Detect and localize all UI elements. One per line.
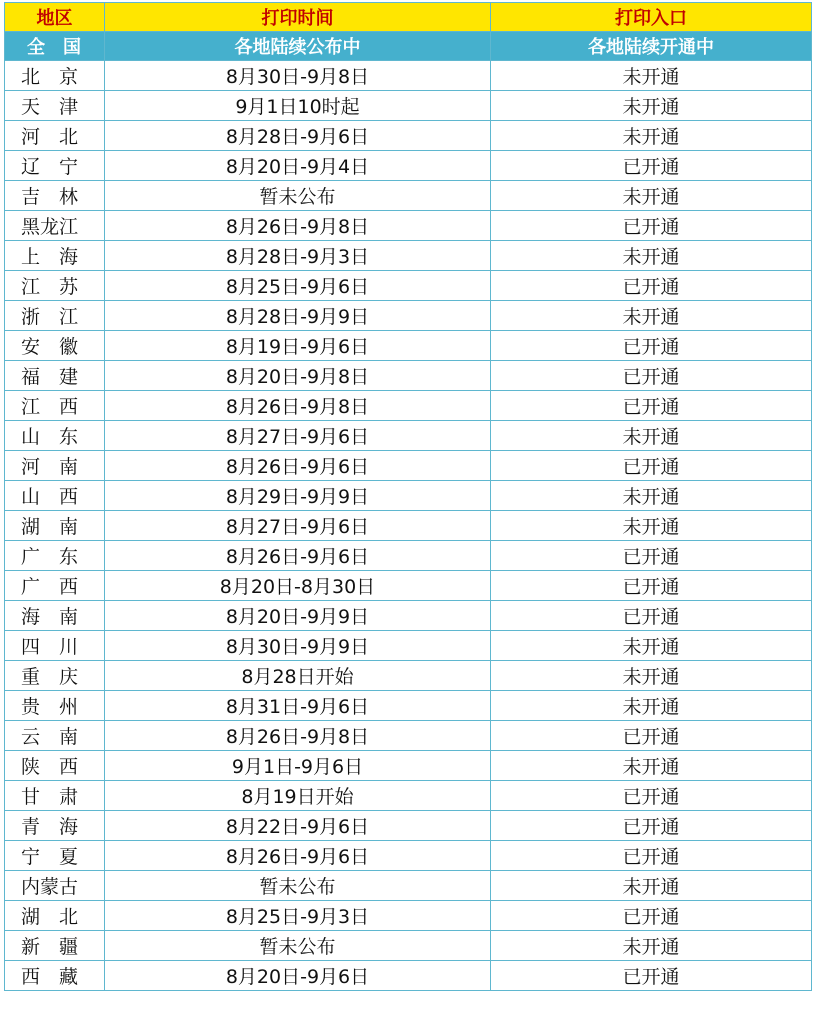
print-entry-status-cell: 已开通 bbox=[491, 721, 812, 751]
region-cell: 山 东 bbox=[5, 421, 105, 451]
region-cell: 福 建 bbox=[5, 361, 105, 391]
print-time-cell: 8月19日开始 bbox=[105, 781, 491, 811]
print-entry-status-cell: 未开通 bbox=[491, 481, 812, 511]
print-schedule-table bbox=[4, 2, 812, 991]
table-row bbox=[5, 961, 812, 991]
print-time-cell: 暂未公布 bbox=[105, 931, 491, 961]
print-entry-status-cell: 已开通 bbox=[491, 961, 812, 991]
table-row bbox=[5, 481, 812, 511]
table-row bbox=[5, 811, 812, 841]
print-entry-status-cell: 未开通 bbox=[491, 181, 812, 211]
table-row bbox=[5, 361, 812, 391]
table-row bbox=[5, 601, 812, 631]
print-entry-status-cell: 未开通 bbox=[491, 691, 812, 721]
table-row bbox=[5, 421, 812, 451]
table-row bbox=[5, 631, 812, 661]
region-cell: 海 南 bbox=[5, 601, 105, 631]
print-entry-status-cell: 已开通 bbox=[491, 391, 812, 421]
table-row bbox=[5, 571, 812, 601]
print-time-cell: 8月26日-9月6日 bbox=[105, 541, 491, 571]
print-time-cell: 8月27日-9月6日 bbox=[105, 421, 491, 451]
region-cell: 西 藏 bbox=[5, 961, 105, 991]
print-entry-status-cell: 已开通 bbox=[491, 211, 812, 241]
print-time-cell: 8月25日-9月6日 bbox=[105, 271, 491, 301]
region-cell: 吉 林 bbox=[5, 181, 105, 211]
print-entry-status-cell: 已开通 bbox=[491, 541, 812, 571]
print-entry-status-cell: 未开通 bbox=[491, 241, 812, 271]
national-print-entry-cell: 各地陆续开通中 bbox=[491, 32, 812, 61]
print-time-cell: 8月27日-9月6日 bbox=[105, 511, 491, 541]
table-row bbox=[5, 121, 812, 151]
print-time-cell: 暂未公布 bbox=[105, 181, 491, 211]
national-print-time-cell: 各地陆续公布中 bbox=[105, 32, 491, 61]
print-time-cell: 8月28日开始 bbox=[105, 661, 491, 691]
table-row bbox=[5, 931, 812, 961]
region-cell: 江 苏 bbox=[5, 271, 105, 301]
region-cell: 江 西 bbox=[5, 391, 105, 421]
region-cell: 辽 宁 bbox=[5, 151, 105, 181]
print-time-cell: 8月26日-9月8日 bbox=[105, 211, 491, 241]
print-time-cell: 8月20日-9月9日 bbox=[105, 601, 491, 631]
region-cell: 内蒙古 bbox=[5, 871, 105, 901]
print-entry-status-cell: 未开通 bbox=[491, 931, 812, 961]
print-time-cell: 8月30日-9月8日 bbox=[105, 61, 491, 91]
table-row bbox=[5, 91, 812, 121]
table-row bbox=[5, 151, 812, 181]
print-time-cell: 8月20日-8月30日 bbox=[105, 571, 491, 601]
region-cell: 青 海 bbox=[5, 811, 105, 841]
table-row bbox=[5, 541, 812, 571]
region-cell: 贵 州 bbox=[5, 691, 105, 721]
print-time-cell: 8月25日-9月3日 bbox=[105, 901, 491, 931]
print-entry-status-cell: 已开通 bbox=[491, 811, 812, 841]
region-cell: 安 徽 bbox=[5, 331, 105, 361]
print-entry-status-cell: 未开通 bbox=[491, 121, 812, 151]
print-time-cell: 8月31日-9月6日 bbox=[105, 691, 491, 721]
print-time-cell: 8月28日-9月3日 bbox=[105, 241, 491, 271]
table-row bbox=[5, 271, 812, 301]
table-row bbox=[5, 61, 812, 91]
region-cell: 山 西 bbox=[5, 481, 105, 511]
print-entry-status-cell: 未开通 bbox=[491, 421, 812, 451]
column-header-print-entry: 打印入口 bbox=[491, 3, 812, 32]
region-cell: 新 疆 bbox=[5, 931, 105, 961]
print-entry-status-cell: 未开通 bbox=[491, 301, 812, 331]
print-time-cell: 8月22日-9月6日 bbox=[105, 811, 491, 841]
table-row bbox=[5, 721, 812, 751]
print-time-cell: 8月20日-9月4日 bbox=[105, 151, 491, 181]
region-cell: 四 川 bbox=[5, 631, 105, 661]
print-entry-status-cell: 已开通 bbox=[491, 451, 812, 481]
region-cell: 北 京 bbox=[5, 61, 105, 91]
print-entry-status-cell: 未开通 bbox=[491, 61, 812, 91]
print-entry-status-cell: 已开通 bbox=[491, 601, 812, 631]
print-entry-status-cell: 未开通 bbox=[491, 631, 812, 661]
region-cell: 甘 肃 bbox=[5, 781, 105, 811]
table-row bbox=[5, 871, 812, 901]
print-time-cell: 8月28日-9月9日 bbox=[105, 301, 491, 331]
region-cell: 黑龙江 bbox=[5, 211, 105, 241]
print-time-cell: 9月1日10时起 bbox=[105, 91, 491, 121]
print-entry-status-cell: 已开通 bbox=[491, 151, 812, 181]
print-entry-status-cell: 未开通 bbox=[491, 661, 812, 691]
table-row bbox=[5, 301, 812, 331]
table-row bbox=[5, 451, 812, 481]
print-time-cell: 8月26日-9月8日 bbox=[105, 391, 491, 421]
print-schedule-sheet bbox=[4, 2, 811, 991]
table-row bbox=[5, 751, 812, 781]
print-time-cell: 8月26日-9月8日 bbox=[105, 721, 491, 751]
region-cell: 湖 南 bbox=[5, 511, 105, 541]
region-cell: 天 津 bbox=[5, 91, 105, 121]
table-row bbox=[5, 661, 812, 691]
print-time-cell: 8月20日-9月8日 bbox=[105, 361, 491, 391]
column-header-print-time: 打印时间 bbox=[105, 3, 491, 32]
table-header-row bbox=[5, 3, 812, 32]
region-cell: 上 海 bbox=[5, 241, 105, 271]
table-row bbox=[5, 841, 812, 871]
table-row bbox=[5, 391, 812, 421]
table-row bbox=[5, 211, 812, 241]
region-cell: 湖 北 bbox=[5, 901, 105, 931]
print-entry-status-cell: 已开通 bbox=[491, 901, 812, 931]
table-row bbox=[5, 691, 812, 721]
region-cell: 浙 江 bbox=[5, 301, 105, 331]
print-entry-status-cell: 未开通 bbox=[491, 91, 812, 121]
print-entry-status-cell: 已开通 bbox=[491, 841, 812, 871]
table-row bbox=[5, 241, 812, 271]
region-cell: 宁 夏 bbox=[5, 841, 105, 871]
print-time-cell: 暂未公布 bbox=[105, 871, 491, 901]
region-cell: 陕 西 bbox=[5, 751, 105, 781]
print-time-cell: 8月30日-9月9日 bbox=[105, 631, 491, 661]
print-entry-status-cell: 未开通 bbox=[491, 751, 812, 781]
table-row bbox=[5, 181, 812, 211]
table-row bbox=[5, 511, 812, 541]
print-entry-status-cell: 已开通 bbox=[491, 331, 812, 361]
table-row bbox=[5, 781, 812, 811]
table-row bbox=[5, 901, 812, 931]
region-cell: 广 东 bbox=[5, 541, 105, 571]
region-cell: 河 北 bbox=[5, 121, 105, 151]
print-time-cell: 9月1日-9月6日 bbox=[105, 751, 491, 781]
region-cell: 河 南 bbox=[5, 451, 105, 481]
print-time-cell: 8月26日-9月6日 bbox=[105, 841, 491, 871]
table-row bbox=[5, 331, 812, 361]
region-cell: 广 西 bbox=[5, 571, 105, 601]
national-row bbox=[5, 32, 812, 61]
region-cell: 重 庆 bbox=[5, 661, 105, 691]
print-time-cell: 8月29日-9月9日 bbox=[105, 481, 491, 511]
print-entry-status-cell: 未开通 bbox=[491, 511, 812, 541]
national-region-cell: 全 国 bbox=[5, 32, 105, 61]
print-time-cell: 8月26日-9月6日 bbox=[105, 451, 491, 481]
print-entry-status-cell: 已开通 bbox=[491, 781, 812, 811]
region-cell: 云 南 bbox=[5, 721, 105, 751]
print-entry-status-cell: 未开通 bbox=[491, 871, 812, 901]
table-body bbox=[5, 32, 812, 991]
print-time-cell: 8月20日-9月6日 bbox=[105, 961, 491, 991]
print-entry-status-cell: 已开通 bbox=[491, 271, 812, 301]
print-entry-status-cell: 已开通 bbox=[491, 361, 812, 391]
print-entry-status-cell: 已开通 bbox=[491, 571, 812, 601]
print-time-cell: 8月28日-9月6日 bbox=[105, 121, 491, 151]
print-time-cell: 8月19日-9月6日 bbox=[105, 331, 491, 361]
column-header-region: 地区 bbox=[5, 3, 105, 32]
